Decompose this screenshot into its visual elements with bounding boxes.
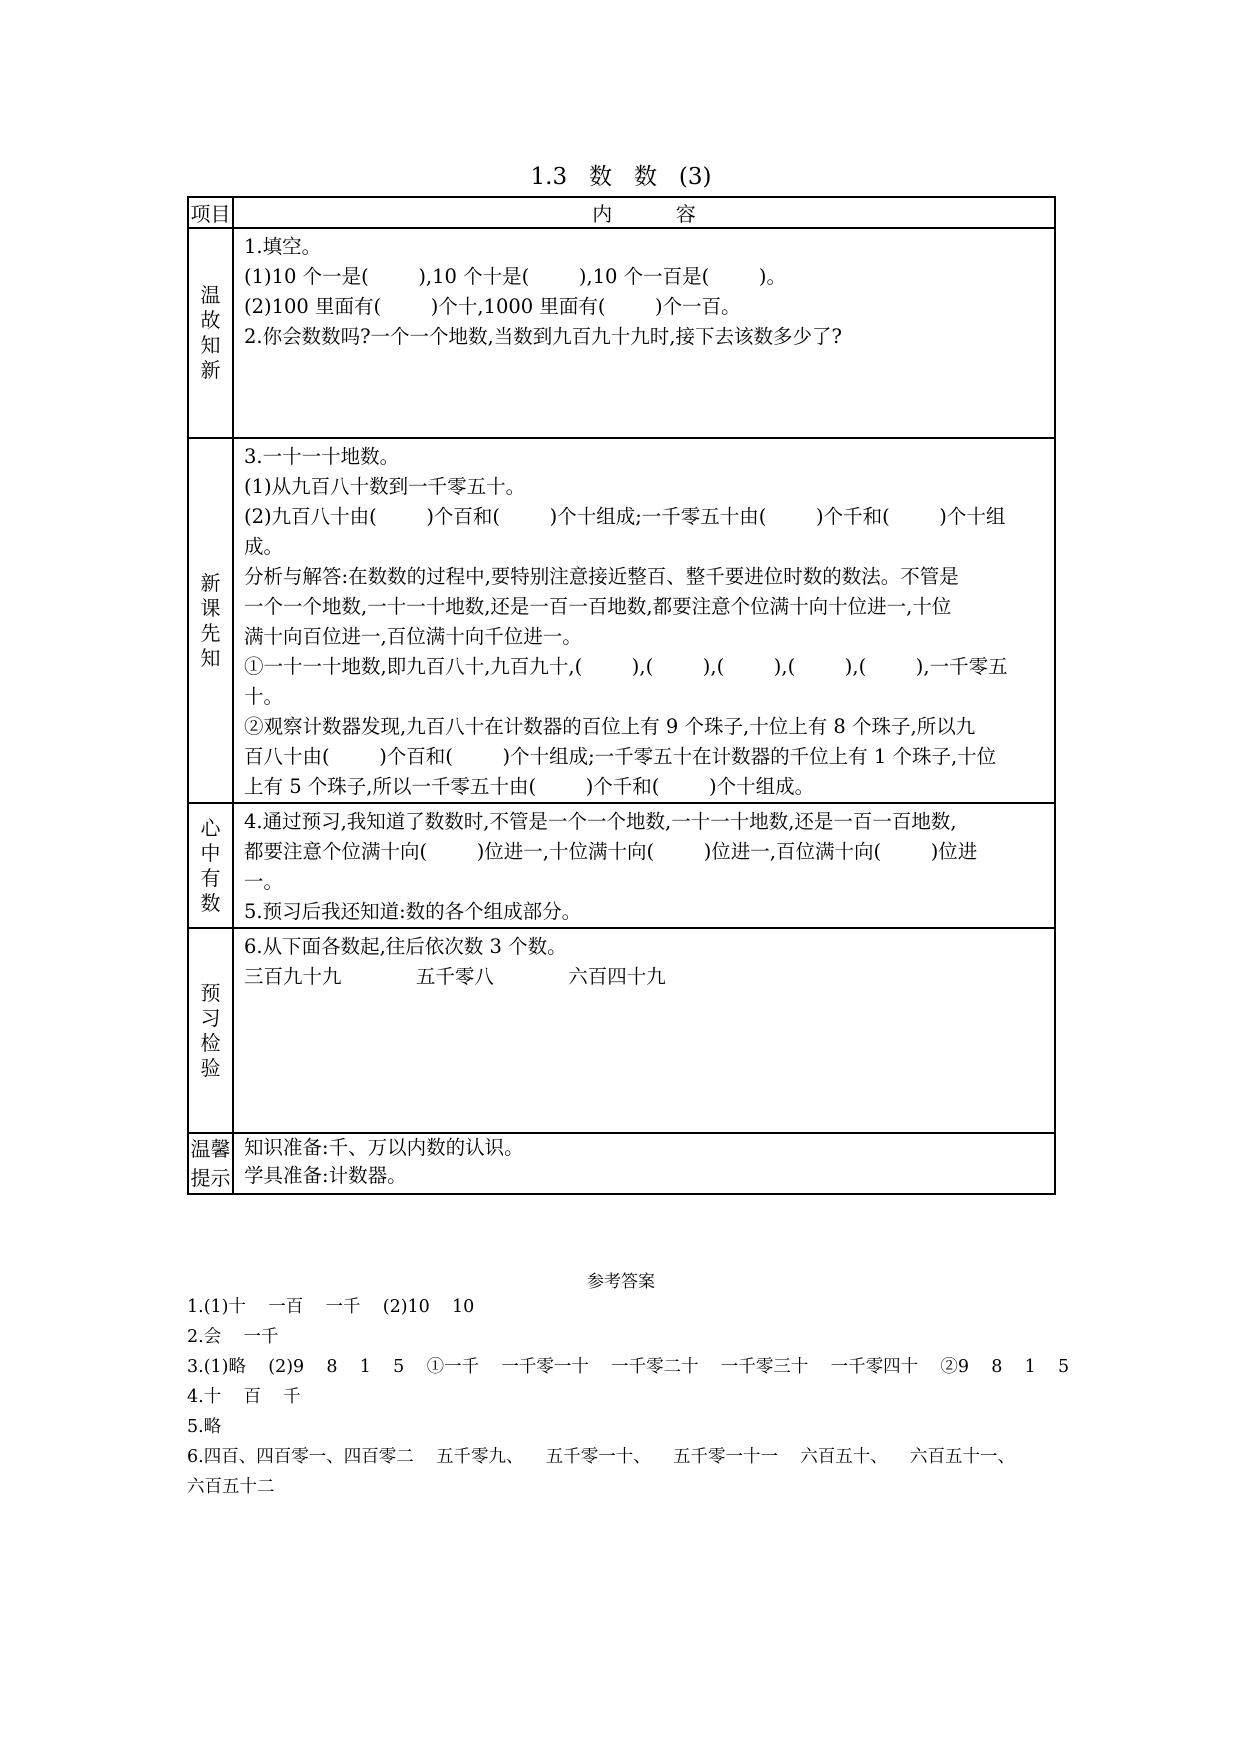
answers-title: 参考答案 xyxy=(587,1272,655,1292)
content-line: 6.从下面各数起,往后依次数 3 个数。 xyxy=(244,935,567,958)
content-line: 成。 xyxy=(244,535,284,558)
answer-line: 5.略 xyxy=(187,1417,222,1437)
answer-line: 六百五十二 xyxy=(187,1477,275,1497)
row-label-line: 心 xyxy=(200,815,221,840)
row-content xyxy=(233,228,1055,438)
content-line: 学具准备:计数器。 xyxy=(244,1164,407,1187)
worksheet-table xyxy=(187,196,1056,1195)
content-line: 满十向百位进一,百位满十向千位进一。 xyxy=(244,625,582,648)
row-label-line: 习 xyxy=(200,1005,221,1030)
row-label-line: 温馨 xyxy=(190,1136,231,1161)
content-line: 上有 5 个珠子,所以一千零五十由( )个千和( )个十组成。 xyxy=(244,775,815,798)
row-tips xyxy=(188,1133,1055,1194)
header-content: 内 容 xyxy=(233,197,1055,228)
row-label-text xyxy=(201,571,221,670)
content-line: 4.通过预习,我知道了数数时,不管是一个一个地数,一十一十地数,还是一百一百地数, xyxy=(244,810,957,833)
answer-line: 3.(1)略 (2)9 8 1 5 ①一千 一千零一十 一千零二十 一千零三十 一千零四十 ②9 8 1 5 xyxy=(187,1357,1070,1377)
content-line: ②观察计数器发现,九百八十在计数器的百位上有 9 个珠子,十位上有 8 个珠子,所以九 xyxy=(244,715,976,738)
row-label-line: 故 xyxy=(200,308,221,332)
row-preview-knowledge xyxy=(188,438,1055,803)
page-title: 1.3 数 数 (3) xyxy=(530,164,712,190)
content-line: (2)九百八十由( )个百和( )个十组成;一千零五十由( )个千和( )个十组 xyxy=(244,505,1006,528)
answer-line: 6.四百、四百零一、四百零二 五千零九、 五千零一十、 五千零一十一 六百五十、 六百五十一、 xyxy=(187,1447,1015,1467)
row-content xyxy=(233,438,1055,803)
row-label-line: 数 xyxy=(200,890,221,915)
content-line: 三百九十九 五千零八 六百四十九 xyxy=(244,965,666,988)
content-line: 3.一十一十地数。 xyxy=(244,445,400,468)
content-line: 知识准备:千、万以内数的认识。 xyxy=(244,1136,524,1159)
row-label-text xyxy=(201,283,221,382)
row-label-line: 有 xyxy=(200,865,221,890)
row-label xyxy=(188,928,233,1133)
content-line: 分析与解答:在数数的过程中,要特别注意接近整百、整千要进位时数的数法。不管是 xyxy=(244,565,959,588)
row-summary xyxy=(188,803,1055,928)
row-label-text xyxy=(201,981,221,1080)
row-label-line: 知 xyxy=(200,645,221,670)
answer-line: 1.(1)十 一百 一千 (2)10 10 xyxy=(187,1297,475,1317)
row-content xyxy=(233,803,1055,928)
row-check xyxy=(188,928,1055,1133)
row-label-line: 知 xyxy=(200,333,221,357)
row-label-line: 预 xyxy=(200,980,221,1005)
row-label-line: 温 xyxy=(200,283,221,307)
table-header-row xyxy=(188,197,1055,228)
content-line: 一。 xyxy=(244,870,284,893)
row-label-text xyxy=(191,1137,231,1190)
content-line: 5.预习后我还知道:数的各个组成部分。 xyxy=(244,900,582,923)
content-line: (2)100 里面有( )个十,1000 里面有( )个一百。 xyxy=(244,295,741,318)
header-item: 项目 xyxy=(188,197,233,228)
answers-list xyxy=(187,1292,1070,1502)
row-label-line: 新 xyxy=(200,358,221,382)
row-content xyxy=(233,1133,1055,1194)
content-line: ①一十一十地数,即九百八十,九百九十,( ),( ),( ),( ),( ),一千零五十。 xyxy=(244,655,1008,708)
content-line: 1.填空。 xyxy=(244,235,322,258)
row-label-line: 课 xyxy=(200,595,221,620)
row-label xyxy=(188,438,233,803)
row-review xyxy=(188,228,1055,438)
content-line: (1)10 个一是( ),10 个十是( ),10 个一百是( )。 xyxy=(244,265,786,288)
row-label-line: 中 xyxy=(200,840,221,865)
content-line: (1)从九百八十数到一千零五十。 xyxy=(244,475,526,498)
row-label xyxy=(188,228,233,438)
answer-line: 2.会 一千 xyxy=(187,1327,279,1347)
row-label xyxy=(188,1133,233,1194)
content-line: 百八十由( )个百和( )个十组成;一千零五十在计数器的千位上有 1 个珠子,十位 xyxy=(244,745,997,768)
content-line: 一个一个地数,一十一十地数,还是一百一百地数,都要注意个位满十向十位进一,十位 xyxy=(244,595,952,618)
row-label-text xyxy=(201,816,221,915)
row-label xyxy=(188,803,233,928)
row-label-line: 提示 xyxy=(190,1165,231,1190)
row-label-line: 验 xyxy=(200,1055,221,1080)
row-content xyxy=(233,928,1055,1133)
row-label-line: 新 xyxy=(200,570,221,595)
content-line: 2.你会数数吗?一个一个地数,当数到九百九十九时,接下去该数多少了? xyxy=(244,325,842,348)
answer-line: 4.十 百 千 xyxy=(187,1387,301,1407)
row-label-line: 检 xyxy=(200,1030,221,1055)
content-line: 都要注意个位满十向( )位进一,十位满十向( )位进一,百位满十向( )位进 xyxy=(244,840,978,863)
row-label-line: 先 xyxy=(200,620,221,645)
